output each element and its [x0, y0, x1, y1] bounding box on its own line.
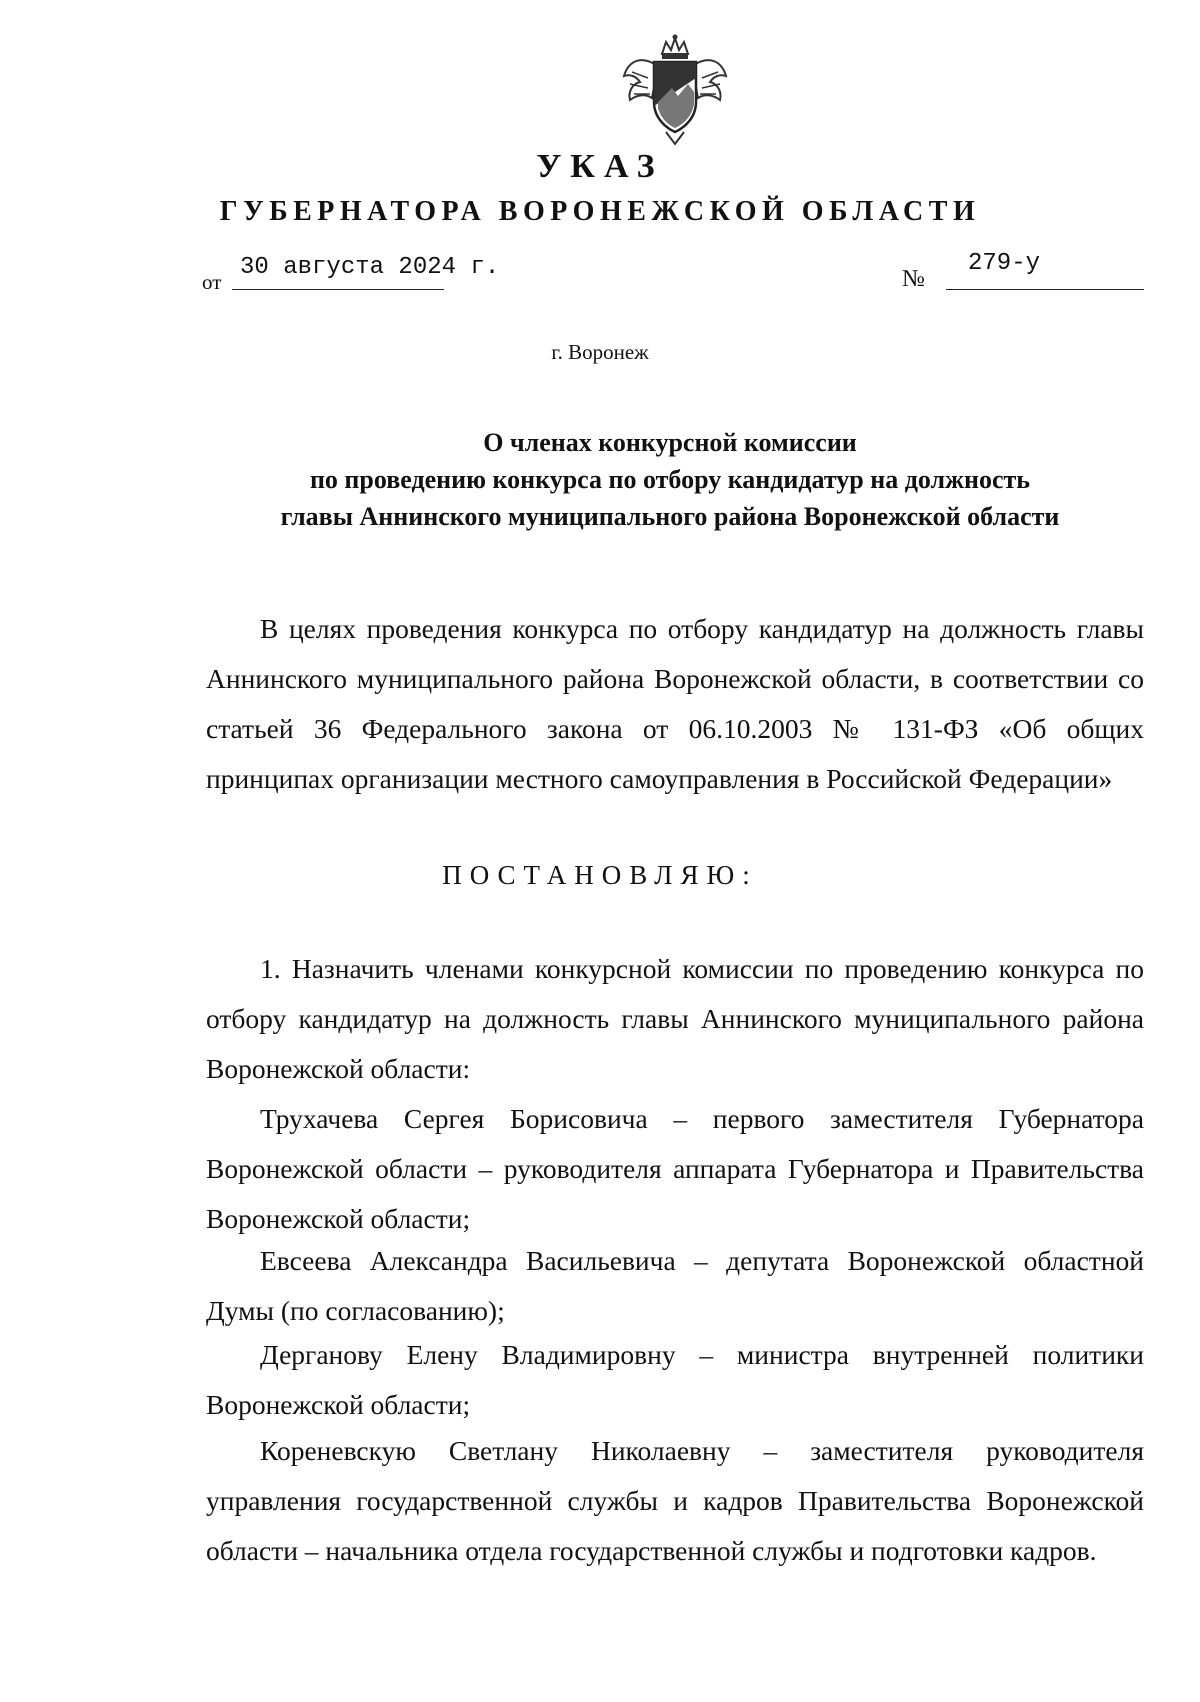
- date-label: от: [202, 270, 222, 294]
- document-heading: [160, 424, 1180, 535]
- city: г. Воронеж: [551, 340, 649, 364]
- heading-line: главы Аннинского муниципального района Воронежской области: [280, 502, 1060, 531]
- number-value: 279-у: [968, 250, 1041, 277]
- number-label: №: [902, 266, 925, 292]
- member-paragraph: Кореневскую Светлану Николаевну – заместителя руководителя управления государственной службы и кадров Правительства Воронежской области – начальника отдела государственной службы и подготовки кадров.: [206, 1435, 1144, 1566]
- date-underline: [232, 289, 444, 290]
- document-title: УКАЗ: [536, 148, 664, 185]
- date-value: 30 августа 2024 г.: [240, 254, 500, 281]
- heading-line: О членах конкурсной комиссии: [483, 428, 857, 457]
- member-paragraph: Евсеева Александра Васильевича – депутата Воронежской областной Думы (по согласованию);: [206, 1245, 1144, 1326]
- number-underline: [946, 289, 1144, 290]
- heading-line: по проведению конкурса по отбору кандидатур на должность: [309, 465, 1031, 494]
- preamble-paragraph: В целях проведения конкурса по отбору кандидатур на должность главы Аннинского муниципального района Воронежской области, в соответствии со статьей 36 Федерального закона от 06.10.2003 № 131-ФЗ «Об общих принципах организации местного самоуправления в Российской Федерации»: [206, 613, 1144, 794]
- member-paragraph: Дерганову Елену Владимировну – министра внутренней политики Воронежской области;: [206, 1339, 1144, 1420]
- item-1-paragraph: 1. Назначить членами конкурсной комиссии по проведению конкурса по отбору кандидатур на должность главы Аннинского муниципального района Воронежской области:: [206, 953, 1144, 1084]
- decree-word: ПОСТАНОВЛЯЮ:: [442, 860, 758, 890]
- voronezh-coat-of-arms-icon: [618, 32, 732, 146]
- document-issuer: ГУБЕРНАТОРА ВОРОНЕЖСКОЙ ОБЛАСТИ: [219, 196, 981, 227]
- member-paragraph: Трухачева Сергея Борисовича – первого заместителя Губернатора Воронежской области – руководителя аппарата Губернатора и Правительства Воронежской области;: [206, 1103, 1144, 1234]
